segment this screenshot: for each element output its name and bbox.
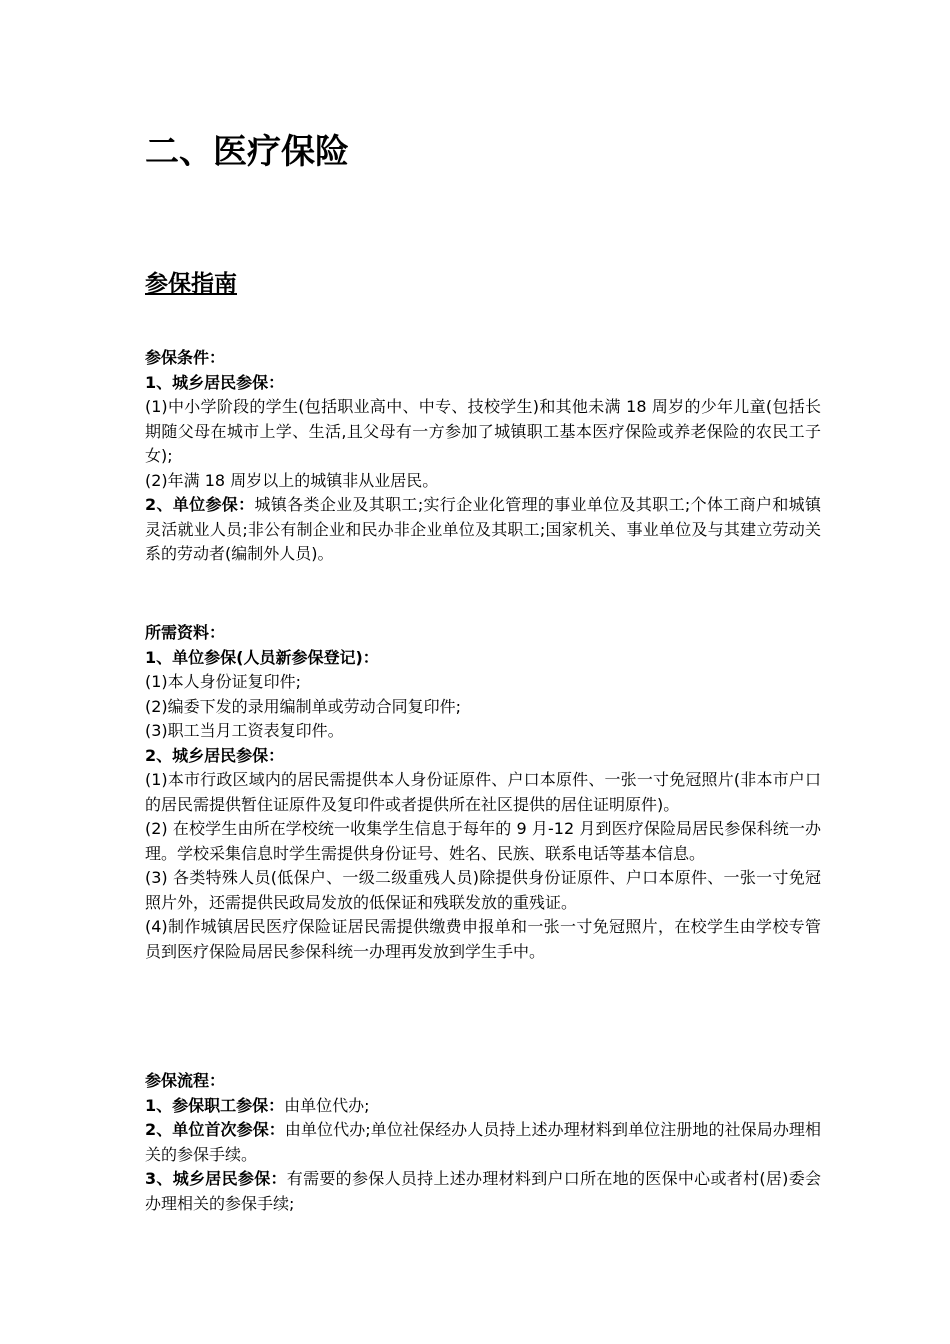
materials-section <box>145 621 821 964</box>
materials-item2-p2: (2) 在校学生由所在学校统一收集学生信息于每年的 9 月-12 月到医疗保险局居民参保科统一办理。学校采集信息时学生需提供身份证号、姓名、民族、联系电话等基本信息。 <box>145 819 821 863</box>
conditions-item1-label: 1、城乡居民参保： <box>145 372 285 392</box>
process-section <box>145 1069 821 1216</box>
process-item1-label: 1、参保职工参保： <box>145 1095 285 1115</box>
process-heading: 参保流程： <box>145 1071 226 1090</box>
conditions-item1-p2: (2)年满 18 周岁以上的城镇非从业居民。 <box>145 470 439 490</box>
materials-item1-p3: (3)职工当月工资表复印件。 <box>145 721 344 740</box>
section-subtitle: 参保指南 <box>145 271 237 297</box>
page-title: 二、医疗保险 <box>145 132 349 172</box>
process-item2-text: 由单位代办;单位社保经办人员持上述办理材料到单位注册地的社保局办理相关的参保手续。 <box>145 1120 821 1164</box>
process-item1-text: 由单位代办; <box>284 1095 370 1115</box>
process-item1 <box>145 1094 821 1119</box>
materials-item1-p1: (1)本人身份证复印件; <box>145 672 302 691</box>
conditions-heading: 参保条件： <box>145 348 226 367</box>
conditions-item2 <box>145 493 821 567</box>
conditions-section <box>145 346 821 567</box>
process-item2 <box>145 1118 821 1167</box>
process-item3-label: 3、城乡居民参保： <box>145 1169 287 1188</box>
materials-heading: 所需资料： <box>145 623 226 642</box>
process-item3 <box>145 1167 821 1216</box>
conditions-item1-p1: (1)中小学阶段的学生(包括职业高中、中专、技校学生)和其他未满 18 周岁的少年儿童(包括长期随父母在城市上学、生活,且父母有一方参加了城镇职工基本医疗保险或养老保险的农民工子女); <box>145 397 821 465</box>
materials-item1-label: 1、单位参保(人员新参保登记)： <box>145 647 379 667</box>
materials-item1-p2: (2)编委下发的录用编制单或劳动合同复印件; <box>145 696 462 716</box>
conditions-item2-label: 2、单位参保： <box>145 495 255 514</box>
materials-item2-label: 2、城乡居民参保： <box>145 745 285 765</box>
process-item2-label: 2、单位首次参保： <box>145 1120 285 1139</box>
process-item3-text: 有需要的参保人员持上述办理材料到户口所在地的医保中心或者村(居)委会办理相关的参保手续; <box>145 1169 821 1213</box>
materials-item2-p4: (4)制作城镇居民医疗保险证居民需提供缴费申报单和一张一寸免冠照片，在校学生由学校专管员到医疗保险局居民参保科统一办理再发放到学生手中。 <box>145 917 821 961</box>
materials-item2-p3: (3) 各类特殊人员(低保户、一级二级重残人员)除提供身份证原件、户口本原件、一张一寸免冠照片外，还需提供民政局发放的低保证和残联发放的重残证。 <box>145 868 821 912</box>
materials-item2-p1: (1)本市行政区域内的居民需提供本人身份证原件、户口本原件、一张一寸免冠照片(非本市户口的居民需提供暂住证原件及复印件或者提供所在社区提供的居住证明原件)。 <box>145 770 821 814</box>
conditions-item2-text: 城镇各类企业及其职工;实行企业化管理的事业单位及其职工;个体工商户和城镇灵活就业人员;非公有制企业和民办非企业单位及其职工;国家机关、事业单位及与其建立劳动关系的劳动者(编制外人员)。 <box>145 495 821 563</box>
